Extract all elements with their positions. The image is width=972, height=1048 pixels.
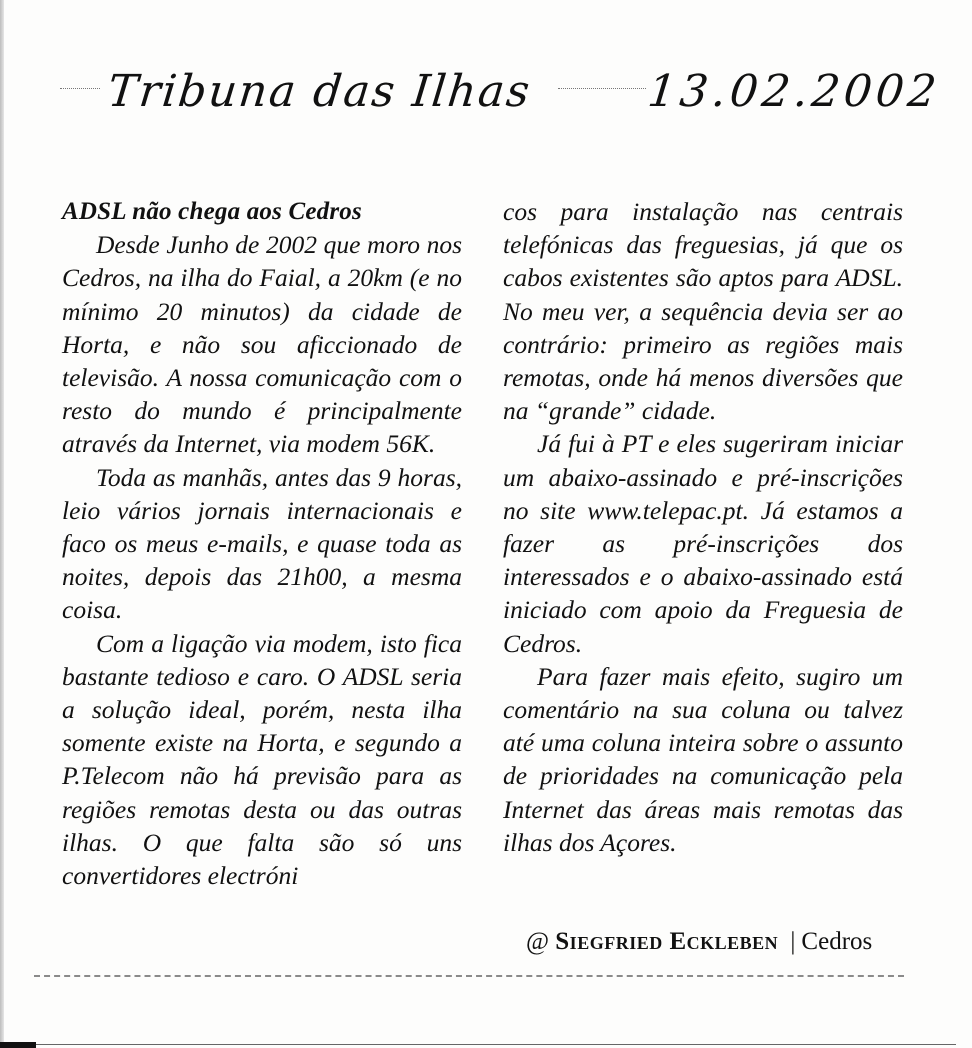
dotted-rule [60,88,100,89]
handwritten-header [100,60,943,130]
at-symbol: @ [526,928,550,955]
handwritten-newspaper-name: Tribuna das Ilhas [105,66,534,117]
handwritten-date: 13.02.2002 [645,66,943,117]
signature-separator: | [790,928,796,955]
scan-edge [0,0,4,1048]
article-paragraph: Toda as manhãs, antes das 9 horas, leio vários jornais internacionais e faco os meus e-mails, e quase toda as noites, depois das 21h00, a mesma coisa. [62,462,462,625]
author-name: Siegfried Eckleben [555,928,779,955]
article-signature [526,928,906,956]
author-place: Cedros [801,928,873,955]
article-paragraph: Com a ligação via modem, isto fica bastante tedioso e caro. O ADSL seria a solução ideal, porém, nesta ilha somente existe na Horta, e segundo a P.Telecom não há previsão para as regiões remotas desta ou das outras ilhas. O que falta são só uns convertidores electróni [62,628,462,891]
scan-mark [0,1042,36,1048]
article-column-left [62,195,462,892]
cut-line [34,975,904,977]
article-paragraph: cos para instalação nas centrais telefónicas das freguesias, já que os cabos existentes são aptos para ADSL. No meu ver, a sequência devia ser ao contrário: primeiro as regiões mais remotas, onde há menos diversões que na “grande” cidade. [503,197,903,426]
article-column-right [503,195,903,859]
article-paragraph: Desde Junho de 2002 que moro nos Cedros, na ilha do Faial, a 20km (e no mínimo 20 minutos) da cidade de Horta, e não sou aficcionado de televisão. A nossa comunicação com o resto do mundo é principalmente através da Internet, via modem 56K. [62,230,462,459]
article-paragraph: Para fazer mais efeito, sugiro um comentário na sua coluna ou talvez até uma coluna inteira sobre o assunto de prioridades na comunicação pela Internet das áreas mais remotas das ilhas dos Açores. [503,661,903,857]
scan-edge-bottom [36,1044,956,1045]
dotted-rule [558,88,646,89]
article-paragraph: Já fui à PT e eles sugeriram iniciar um abaixo-assinado e pré-inscrições no site www.telepac.pt. Já estamos a fazer as pré-inscrições dos interessados e o abaixo-assinado está iniciado com apoio da Freguesia de Cedros. [503,429,903,658]
article-headline: ADSL não chega aos Cedros [62,198,362,225]
